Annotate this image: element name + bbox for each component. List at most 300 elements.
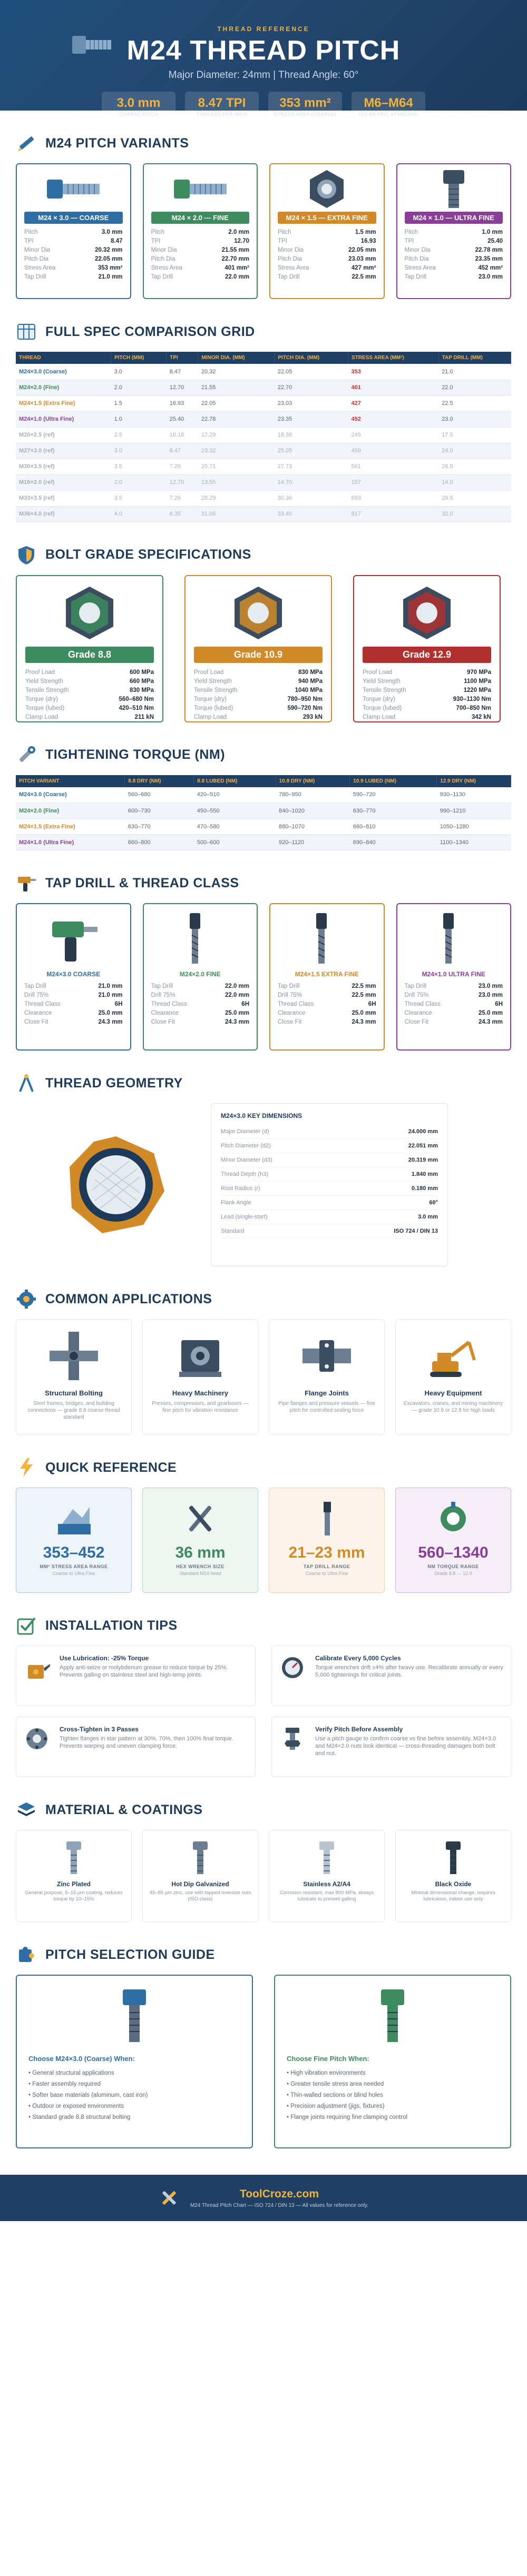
application-card bbox=[395, 1319, 511, 1435]
table-cell: 660–810 bbox=[350, 819, 437, 835]
table-cell: 21.55 bbox=[198, 380, 275, 395]
spec-label: Stress Area bbox=[404, 265, 436, 271]
spec-row bbox=[24, 237, 123, 246]
list-item: • Flange joints requiring fine clamping control bbox=[287, 2112, 499, 2123]
spec-label: Clearance bbox=[151, 1010, 179, 1016]
spec-value: 3.0 mm bbox=[101, 229, 123, 235]
fine-bolt-icon bbox=[367, 1986, 418, 2045]
footer-caption: M24 Thread Pitch Chart — ISO 724 / DIN 13 — All values for reference only. bbox=[190, 2202, 369, 2208]
application-description: Pipe flanges and pressure vessels — fine pitch for controlled sealing force bbox=[278, 1401, 375, 1413]
flange-icon bbox=[300, 1330, 353, 1382]
spec-label: Minor Dia bbox=[151, 247, 177, 253]
stat-label: STRESS AREA (COARSE) bbox=[274, 112, 337, 117]
spec-row bbox=[24, 246, 123, 255]
spec-row bbox=[278, 237, 376, 246]
quick-reference-card bbox=[395, 1488, 511, 1593]
spec-row bbox=[151, 264, 250, 273]
stat-value: M6–M64 bbox=[364, 96, 413, 110]
spec-value: 0.180 mm bbox=[411, 1185, 438, 1192]
spec-label: Thread Class bbox=[404, 1001, 441, 1007]
spec-row bbox=[278, 982, 376, 991]
variant-card bbox=[143, 163, 258, 299]
spec-value: 25.0 mm bbox=[225, 1010, 249, 1016]
spec-value: 21.55 mm bbox=[221, 247, 249, 253]
spec-value: 420–510 Nm bbox=[119, 705, 154, 711]
spec-row bbox=[405, 237, 503, 246]
spec-label: TPI bbox=[404, 238, 414, 244]
spec-row bbox=[194, 686, 323, 695]
list-item: • Thin-walled sections or blind holes bbox=[287, 2090, 499, 2101]
table-row bbox=[16, 459, 511, 474]
table-cell: 21.0 bbox=[438, 364, 511, 380]
table-row bbox=[16, 395, 511, 411]
tip-picture bbox=[279, 1726, 306, 1768]
page-subtitle: Major Diameter: 24mm | Thread Angle: 60° bbox=[168, 70, 359, 81]
tip-description: Use a pitch gauge to confirm coarse vs fine before assembly. M24×3.0 and M24×2.0 nuts look identical — cross-threading damages both bolt and nut. bbox=[315, 1736, 496, 1757]
table-cell: 401 bbox=[348, 380, 439, 395]
footer-brand[interactable]: ToolCroze.com bbox=[239, 2187, 319, 2200]
table-cell: 31.06 bbox=[198, 506, 275, 522]
spec-row bbox=[405, 982, 503, 991]
table-cell: M36×4.0 (ref) bbox=[16, 506, 111, 522]
spec-row bbox=[24, 982, 123, 991]
table-cell: 459 bbox=[348, 443, 439, 459]
spec-value: 930–1130 Nm bbox=[453, 696, 491, 702]
nut-thread-illustration bbox=[63, 1132, 169, 1237]
key-dimensions-box bbox=[211, 1103, 448, 1266]
spec-label: Flank Angle bbox=[221, 1200, 251, 1206]
spec-label: Tap Drill bbox=[151, 274, 173, 280]
coated-bolt-icon bbox=[436, 1839, 470, 1876]
spec-row bbox=[194, 713, 323, 722]
table-row bbox=[16, 474, 511, 490]
table-cell: 25.05 bbox=[275, 443, 348, 459]
table-cell: M24×2.0 (Fine) bbox=[16, 380, 111, 395]
spec-value: 22.78 mm bbox=[475, 247, 503, 253]
spec-value: 16.93 bbox=[360, 238, 376, 244]
tap-card bbox=[16, 903, 131, 1051]
section-title: TIGHTENING TORQUE (NM) bbox=[45, 747, 226, 762]
spec-label: Clearance bbox=[278, 1010, 306, 1016]
spec-value: 24.3 mm bbox=[478, 1019, 503, 1025]
table-cell: 353 bbox=[348, 364, 439, 380]
table-row bbox=[16, 787, 511, 803]
spec-row bbox=[405, 264, 503, 273]
hero-stat bbox=[352, 92, 425, 121]
table-cell: M24×1.5 (Extra Fine) bbox=[16, 395, 111, 411]
spec-label: Root Radius (r) bbox=[221, 1185, 260, 1192]
spec-value: 23.0 mm bbox=[478, 274, 503, 280]
tip-title: Verify Pitch Before Assembly bbox=[315, 1726, 403, 1733]
table-cell: 32.0 bbox=[438, 506, 511, 522]
table-cell: 18.38 bbox=[275, 427, 348, 443]
table-cell: 840–1020 bbox=[276, 803, 350, 819]
table-row bbox=[16, 835, 511, 850]
variant-card bbox=[16, 163, 131, 299]
table-cell: 2.0 bbox=[111, 380, 167, 395]
spec-row bbox=[25, 713, 154, 722]
machinery-picture bbox=[149, 1327, 251, 1385]
spec-row bbox=[194, 704, 323, 713]
quick-value: 353–452 bbox=[43, 1544, 105, 1561]
application-title: Heavy Equipment bbox=[424, 1389, 482, 1397]
table-cell: 17.5 bbox=[438, 427, 511, 443]
list-item: • Precision adjustment (jigs, fixtures) bbox=[287, 2101, 499, 2112]
variant-card bbox=[269, 163, 385, 299]
column-header: 8.8 LUBED (NM) bbox=[194, 775, 276, 787]
tap-cards bbox=[16, 903, 511, 1051]
hero-stat bbox=[268, 92, 342, 121]
spec-label: Tap Drill bbox=[278, 274, 300, 280]
spec-label: Thread Class bbox=[151, 1001, 187, 1007]
spec-value: 22.0 mm bbox=[225, 992, 249, 998]
section-header-grades bbox=[16, 544, 511, 566]
spec-label: Minor Dia bbox=[278, 247, 304, 253]
hero-stat bbox=[102, 92, 175, 121]
guide-title: Choose Fine Pitch When: bbox=[287, 2055, 369, 2063]
excavator-icon bbox=[427, 1330, 480, 1382]
spec-value: 353 mm² bbox=[97, 265, 123, 271]
drill-icon bbox=[16, 873, 37, 894]
column-header: 10.9 LUBED (NM) bbox=[350, 775, 437, 787]
spec-row bbox=[221, 1153, 438, 1167]
spec-value: 21.0 mm bbox=[98, 992, 123, 998]
table-cell: 22.70 bbox=[275, 380, 348, 395]
table-cell: 817 bbox=[348, 506, 439, 522]
table-cell: 12.70 bbox=[167, 474, 198, 490]
spec-label: Tap Drill bbox=[404, 983, 427, 989]
table-cell: 14.0 bbox=[438, 474, 511, 490]
table-cell: 23.32 bbox=[198, 443, 275, 459]
tap-tool-picture bbox=[278, 909, 376, 967]
spec-label: Pitch bbox=[24, 229, 38, 235]
spec-value: 3.0 mm bbox=[418, 1214, 438, 1220]
checkbox-icon bbox=[16, 1615, 37, 1636]
coated-bolt-picture bbox=[276, 1838, 378, 1877]
spec-label: Thread Class bbox=[24, 1001, 61, 1007]
spec-value: 25.40 bbox=[487, 238, 503, 244]
application-title: Flange Joints bbox=[305, 1389, 349, 1397]
spec-value: 21.0 mm bbox=[98, 983, 123, 989]
material-title: Hot Dip Galvanized bbox=[171, 1880, 229, 1888]
section-title: MATERIAL & COATINGS bbox=[45, 1802, 203, 1817]
hex-nut-picture bbox=[194, 581, 323, 645]
lightning-icon bbox=[16, 1457, 37, 1478]
bolt-picture bbox=[24, 170, 123, 209]
table-cell: 4.0 bbox=[111, 506, 167, 522]
spec-value: 20.319 mm bbox=[408, 1157, 438, 1163]
application-title: Heavy Machinery bbox=[172, 1389, 229, 1397]
torque-gear-icon bbox=[434, 1500, 472, 1538]
coarse-bolt-picture bbox=[28, 1984, 240, 2047]
material-card bbox=[269, 1830, 385, 1922]
table-cell: M24×1.0 (Ultra Fine) bbox=[16, 835, 125, 850]
table-cell: 470–580 bbox=[194, 819, 276, 835]
list-item: • Faster assembly required bbox=[28, 2079, 240, 2090]
spec-row bbox=[278, 264, 376, 273]
coated-bolt-picture bbox=[402, 1838, 504, 1877]
table-cell: 2.5 bbox=[111, 427, 167, 443]
spec-row bbox=[151, 991, 250, 1000]
spec-row bbox=[25, 695, 154, 704]
material-description: General purpose, 5–15 μm coating, reduces torque by 10–15% bbox=[25, 1890, 123, 1902]
spec-value: 23.0 mm bbox=[478, 992, 503, 998]
table-cell: 693 bbox=[348, 490, 439, 506]
spec-value: 940 MPa bbox=[298, 678, 323, 685]
column-header: TAP DRILL (MM) bbox=[438, 352, 511, 364]
spec-label: Drill 75% bbox=[278, 992, 302, 998]
spec-value: 24.000 mm bbox=[408, 1128, 438, 1135]
table-cell: M24×2.0 (Fine) bbox=[16, 803, 125, 819]
table-cell: 14.70 bbox=[275, 474, 348, 490]
pencil-icon bbox=[16, 133, 37, 154]
table-cell: 561 bbox=[348, 459, 439, 474]
hero-kicker: THREAD REFERENCE bbox=[217, 25, 310, 33]
spec-value: 23.03 mm bbox=[348, 256, 376, 262]
material-description: Minimal dimensional change, requires lubrication, indoor use only bbox=[411, 1890, 495, 1902]
spec-row bbox=[405, 273, 503, 282]
spec-row bbox=[278, 246, 376, 255]
spec-label: Torque (lubed) bbox=[25, 705, 65, 711]
spec-row bbox=[278, 273, 376, 282]
material-card bbox=[16, 1830, 132, 1922]
table-cell: 22.78 bbox=[198, 411, 275, 427]
table-cell: 1.0 bbox=[111, 411, 167, 427]
quick-value: 36 mm bbox=[175, 1544, 226, 1561]
grade-card bbox=[16, 575, 163, 722]
spec-row bbox=[278, 228, 376, 237]
spec-value: 6H bbox=[241, 1001, 249, 1007]
application-card bbox=[142, 1319, 258, 1435]
table-cell: 27.73 bbox=[275, 459, 348, 474]
cap-screw-icon bbox=[434, 168, 474, 210]
tip-description: Tighten flanges in star pattern at 30%, 70%, then 100% final torque. Prevents warping and uneven clamping force. bbox=[60, 1736, 233, 1749]
tap-tool-icon bbox=[300, 911, 353, 966]
section-title: QUICK REFERENCE bbox=[45, 1460, 177, 1475]
tap-tool-picture bbox=[405, 909, 503, 967]
guide-list bbox=[28, 2068, 240, 2123]
spec-value: ISO 724 / DIN 13 bbox=[394, 1228, 438, 1234]
spec-row bbox=[221, 1224, 438, 1239]
spec-value: 427 mm² bbox=[351, 265, 376, 271]
grade-cards bbox=[16, 575, 511, 722]
spec-row bbox=[25, 686, 154, 695]
spec-label: Minor Dia bbox=[404, 247, 431, 253]
applications-list bbox=[16, 1319, 511, 1435]
steel-beam-icon bbox=[47, 1330, 100, 1382]
tip-body bbox=[60, 1726, 248, 1768]
table-cell: 25.40 bbox=[167, 411, 198, 427]
application-description: Presses, compressors, and gearboxes — fine pitch for vibration resistance bbox=[152, 1401, 249, 1413]
gauge-icon bbox=[279, 1654, 306, 1681]
table-cell: 22.05 bbox=[198, 395, 275, 411]
spec-value: 1.5 mm bbox=[355, 229, 376, 235]
spec-label: Drill 75% bbox=[151, 992, 175, 998]
spec-label: TPI bbox=[24, 238, 34, 244]
table-cell: 560–680 bbox=[125, 787, 194, 803]
coated-bolt-icon bbox=[310, 1839, 344, 1876]
spec-row bbox=[24, 255, 123, 264]
guide-title: Choose M24×3.0 (Coarse) When: bbox=[28, 2055, 135, 2063]
spec-row bbox=[194, 695, 323, 704]
table-cell: 880–1070 bbox=[276, 819, 350, 835]
spec-row bbox=[25, 704, 154, 713]
table-cell: 6.35 bbox=[167, 506, 198, 522]
table-cell: 450–550 bbox=[194, 803, 276, 819]
ruler-chart-icon bbox=[55, 1500, 93, 1538]
spec-row bbox=[363, 668, 491, 677]
spec-label: Proof Load bbox=[194, 669, 224, 676]
table-cell: 157 bbox=[348, 474, 439, 490]
spec-row bbox=[24, 1000, 123, 1009]
section-title: PITCH SELECTION GUIDE bbox=[45, 1947, 215, 1962]
drill-bit-icon bbox=[308, 1500, 346, 1538]
dimensions-title: M24×3.0 KEY DIMENSIONS bbox=[221, 1112, 302, 1119]
spec-value: 401 mm² bbox=[225, 265, 249, 271]
section-header-materials bbox=[16, 1799, 511, 1820]
table-cell: 427 bbox=[348, 395, 439, 411]
hero-stats bbox=[0, 92, 527, 121]
spec-label: Close Fit bbox=[24, 1019, 48, 1025]
nut-picture bbox=[278, 170, 376, 209]
quick-label: TAP DRILL RANGE bbox=[303, 1564, 350, 1569]
spec-value: 25.0 mm bbox=[98, 1010, 123, 1016]
selection-guide bbox=[16, 1975, 511, 2148]
spec-label: Tap Drill bbox=[404, 274, 427, 280]
spec-row bbox=[24, 1009, 123, 1018]
spec-row bbox=[25, 668, 154, 677]
machinery-icon bbox=[174, 1330, 227, 1382]
tip-title: Use Lubrication: -25% Torque bbox=[60, 1654, 149, 1662]
application-card bbox=[269, 1319, 385, 1435]
grade-card bbox=[184, 575, 332, 722]
tip-picture bbox=[24, 1726, 50, 1768]
footer bbox=[0, 2175, 527, 2221]
spec-row bbox=[278, 1009, 376, 1018]
bolt-picture bbox=[151, 170, 250, 209]
spec-row bbox=[24, 1018, 123, 1027]
spec-label: Torque (lubed) bbox=[194, 705, 233, 711]
crossed-wrenches-picture bbox=[143, 1498, 258, 1540]
spec-label: Clamp Load bbox=[194, 714, 227, 720]
spec-row bbox=[405, 255, 503, 264]
spec-label: Torque (dry) bbox=[194, 696, 227, 702]
spec-row bbox=[221, 1182, 438, 1196]
column-header: 10.9 DRY (NM) bbox=[276, 775, 350, 787]
spec-label: Stress Area bbox=[24, 265, 56, 271]
wrench-icon bbox=[16, 745, 37, 766]
table-cell: 24.0 bbox=[438, 443, 511, 459]
spec-label: Tap Drill bbox=[278, 983, 300, 989]
tap-card bbox=[143, 903, 258, 1051]
section-header-geometry bbox=[16, 1073, 511, 1094]
section-title: COMMON APPLICATIONS bbox=[45, 1291, 212, 1306]
table-cell: 23.03 bbox=[275, 395, 348, 411]
material-description: Corrosion resistant, max 800 MPa, always lubricate to prevent galling bbox=[280, 1890, 374, 1902]
table-row bbox=[16, 411, 511, 427]
spec-value: 22.70 mm bbox=[221, 256, 249, 262]
power-drill-picture bbox=[24, 909, 123, 967]
shield-icon bbox=[16, 544, 37, 566]
power-drill-icon bbox=[47, 911, 100, 966]
quick-label: MM² STRESS AREA RANGE bbox=[40, 1564, 108, 1569]
spec-row bbox=[151, 1018, 250, 1027]
spec-label: Clearance bbox=[24, 1010, 52, 1016]
compass-icon bbox=[16, 1073, 37, 1094]
spec-label: Drill 75% bbox=[404, 992, 429, 998]
spec-value: 830 MPa bbox=[298, 669, 323, 676]
spec-label: Clearance bbox=[404, 1010, 432, 1016]
section-header-guide bbox=[16, 1944, 511, 1965]
column-header: PITCH (MM) bbox=[111, 352, 167, 364]
table-row bbox=[16, 427, 511, 443]
column-header: THREAD bbox=[16, 352, 111, 364]
application-card bbox=[16, 1319, 132, 1435]
quick-sublabel: Grade 8.8 → 12.9 bbox=[434, 1571, 472, 1576]
table-cell: M33×3.5 (ref) bbox=[16, 490, 111, 506]
grade-badge: Grade 8.8 bbox=[25, 647, 154, 663]
spec-label: Tap Drill bbox=[24, 983, 46, 989]
spec-value: 1.840 mm bbox=[411, 1171, 438, 1177]
spec-row bbox=[151, 982, 250, 991]
table-row bbox=[16, 443, 511, 459]
spec-value: 590–720 Nm bbox=[287, 705, 323, 711]
tap-card bbox=[269, 903, 385, 1051]
variant-badge: M24 × 1.0 — ULTRA FINE bbox=[405, 212, 503, 224]
tip-picture bbox=[24, 1654, 50, 1697]
material-card bbox=[142, 1830, 258, 1922]
grid-icon bbox=[16, 321, 37, 342]
section-title: INSTALLATION TIPS bbox=[45, 1618, 178, 1633]
spec-row bbox=[405, 246, 503, 255]
bolt-icon bbox=[170, 170, 231, 208]
variant-badge: M24 × 1.5 — EXTRA FINE bbox=[278, 212, 376, 224]
quick-sublabel: Coarse to Ultra Fine bbox=[305, 1571, 348, 1576]
stat-value: 8.47 TPI bbox=[198, 96, 246, 110]
tap-card-title: M24×2.0 FINE bbox=[179, 970, 221, 978]
gear-icon bbox=[16, 1289, 37, 1310]
table-cell: 600–730 bbox=[125, 803, 194, 819]
tip-body bbox=[60, 1654, 248, 1697]
bolt-icon bbox=[43, 170, 104, 208]
table-cell: 22.0 bbox=[438, 380, 511, 395]
spec-row bbox=[24, 273, 123, 282]
coated-bolt-icon bbox=[183, 1839, 217, 1876]
table-cell: 20.32 bbox=[198, 364, 275, 380]
bolt-nut-icon bbox=[279, 1726, 306, 1752]
section-title: BOLT GRADE SPECIFICATIONS bbox=[45, 547, 251, 562]
material-card bbox=[395, 1830, 511, 1922]
variant-cards bbox=[16, 163, 511, 299]
spec-value: 342 kN bbox=[471, 714, 491, 720]
table-cell: 990–1210 bbox=[437, 803, 511, 819]
table-cell: 10.16 bbox=[167, 427, 198, 443]
spec-row bbox=[194, 677, 323, 686]
spec-row bbox=[363, 704, 491, 713]
spec-row bbox=[363, 695, 491, 704]
spec-label: Clamp Load bbox=[25, 714, 58, 720]
spec-value: 22.05 mm bbox=[348, 247, 376, 253]
application-description: Steel frames, bridges, and building connections — grade 8.8 coarse thread standard bbox=[27, 1401, 120, 1420]
spec-label: Tensile Strength bbox=[194, 687, 238, 693]
hero-stat bbox=[185, 92, 259, 121]
table-cell: 420–510 bbox=[194, 787, 276, 803]
spec-label: Stress Area bbox=[151, 265, 182, 271]
table-cell: 23.35 bbox=[275, 411, 348, 427]
spec-row bbox=[405, 1000, 503, 1009]
spec-value: 660 MPa bbox=[129, 678, 154, 685]
tap-card-title: M24×1.0 ULTRA FINE bbox=[422, 970, 485, 978]
